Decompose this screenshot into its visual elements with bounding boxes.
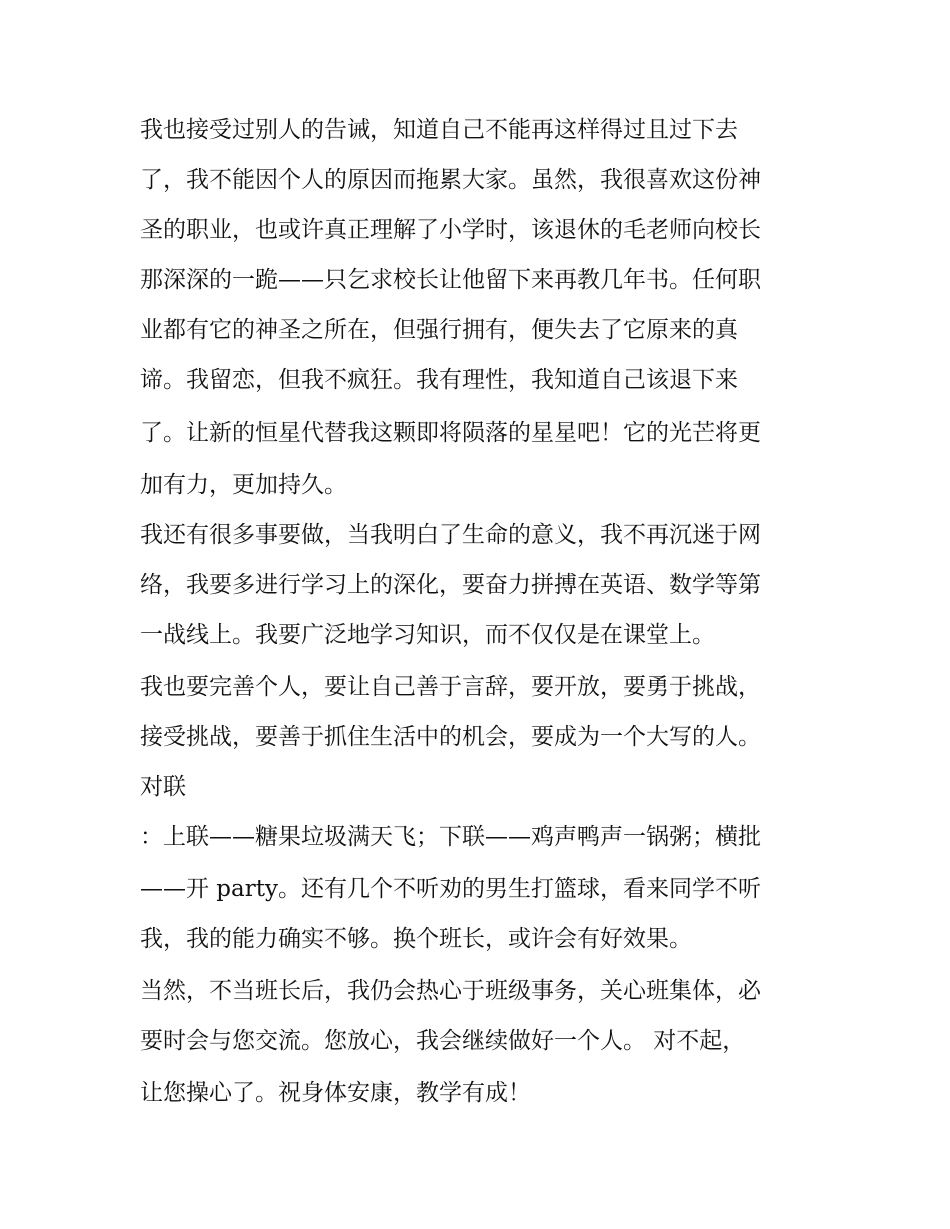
text-line: 我，我的能力确实不够。换个班长，或许会有好效果。 <box>140 926 692 952</box>
text-line: 加有力，更加持久。 <box>140 472 347 498</box>
text-line: 我也要完善个人，要让自己善于言辞，要开放，要勇于挑战， <box>140 674 761 700</box>
text-line: ——开 party。还有几个不听劝的男生打篮球，看来同学不听 <box>140 876 761 902</box>
text-line: 接受挑战，要善于抓住生活中的机会，要成为一个大写的人。 <box>140 724 761 750</box>
text-line: 当然，不当班长后，我仍会热心于班级事务，关心班集体，必 <box>140 978 761 1004</box>
text-line: 让您操心了。祝身体安康，教学有成！ <box>140 1080 531 1106</box>
text-line: 我还有很多事要做，当我明白了生命的意义，我不再沉迷于网 <box>140 522 761 548</box>
text-line: 对联 <box>140 774 186 800</box>
text-line: ：上联——糖果垃圾满天飞；下联——鸡声鸭声一锅粥；横批 <box>140 824 761 850</box>
text-line: 我也接受过别人的告诫，知道自己不能再这样得过且过下去 <box>140 117 738 143</box>
text-line: 圣的职业，也或许真正理解了小学时，该退休的毛老师向校长 <box>140 217 761 243</box>
text-line: 那深深的一跪——只乞求校长让他留下来再教几年书。任何职 <box>140 267 761 293</box>
text-line: 络，我要多进行学习上的深化，要奋力拼搏在英语、数学等第 <box>140 572 761 598</box>
text-line: 了。让新的恒星代替我这颗即将陨落的星星吧！它的光芒将更 <box>140 420 761 446</box>
text-line: 了，我不能因个人的原因而拖累大家。虽然，我很喜欢这份神 <box>140 167 761 193</box>
text-line: 要时会与您交流。您放心，我会继续做好一个人。 对不起， <box>140 1028 746 1054</box>
text-line: 一战线上。我要广泛地学习知识，而不仅仅是在课堂上。 <box>140 622 715 648</box>
text-line: 谛。我留恋，但我不疯狂。我有理性，我知道自己该退下来 <box>140 367 738 393</box>
text-line: 业都有它的神圣之所在，但强行拥有，便失去了它原来的真 <box>140 317 738 343</box>
